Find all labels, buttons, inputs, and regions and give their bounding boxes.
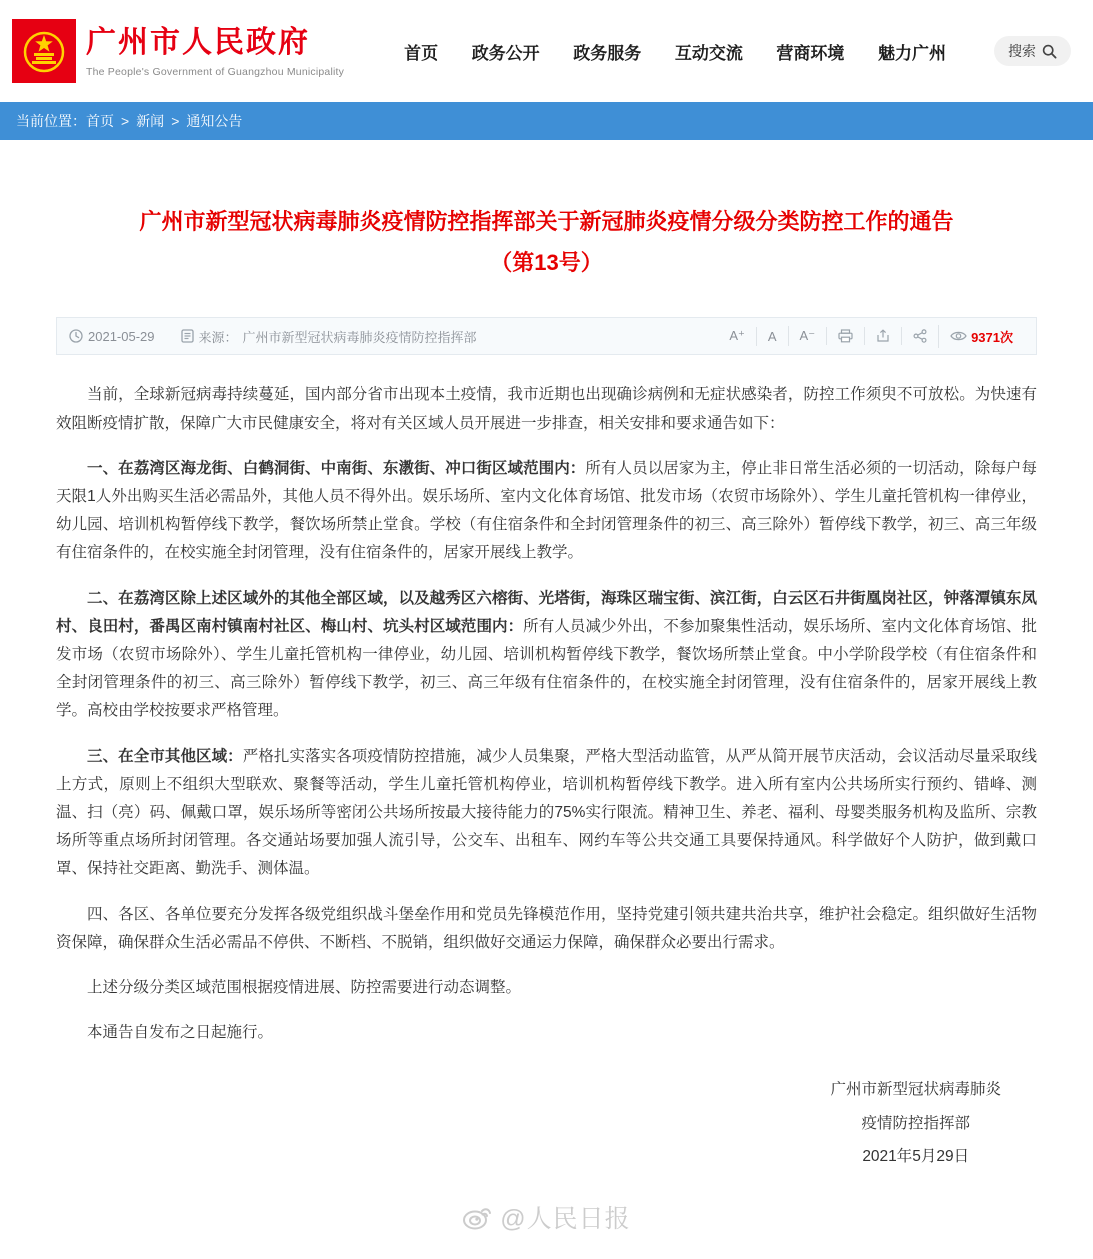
- signature-inner: [830, 1073, 1001, 1173]
- font-default-button[interactable]: A: [756, 327, 788, 346]
- nav-item-business-env[interactable]: 营商环境: [776, 43, 845, 63]
- paragraph-lead: 三、在全市其他区域：: [87, 747, 243, 765]
- breadcrumb: [0, 102, 1093, 140]
- nav-item-gov-services[interactable]: 政务服务: [573, 43, 642, 63]
- view-counter: [938, 325, 1024, 348]
- export-button[interactable]: [864, 327, 901, 345]
- paragraph-text: 上述分级分类区域范围根据疫情进展、防控需要进行动态调整。: [87, 979, 522, 997]
- paragraph-text: 所有人员以居家为主，停止非日常生活必须的一切活动，除每户每天限1人外出购买生活必需品外，其他人员不得外出。娱乐场所、室内文化体育场馆、批发市场（农贸市场除外）、学生儿童托管机构一律停业，幼儿园、培训机构暂停线下教学，餐饮场所禁止堂食。学校（有住宿条件和全封闭管理条件的初三、高三除外）暂停线下教学，初三、高三年级有住宿条件的，在校实施全封闭管理，没有住宿条件的，居家开展线上教学。: [56, 459, 1037, 562]
- signature-line-3: 2021年5月29日: [862, 1148, 970, 1166]
- search-label: 搜索: [1008, 43, 1036, 59]
- printer-icon: [838, 329, 853, 343]
- publish-date-value: 2021-05-29: [88, 328, 155, 344]
- breadcrumb-label: 当前位置：: [16, 113, 86, 129]
- clock-icon: [69, 329, 83, 343]
- article-meta-bar: [56, 317, 1037, 355]
- paragraph: [56, 901, 1037, 957]
- article-meta-left: [69, 327, 477, 346]
- source-value: 广州市新型冠状病毒肺炎疫情防控指挥部: [242, 329, 477, 345]
- article-title-line1: 广州市新型冠状病毒肺炎疫情防控指挥部关于新冠肺炎疫情分级分类防控工作的通告: [139, 209, 954, 234]
- breadcrumb-home[interactable]: 首页: [86, 113, 114, 129]
- publish-date: [69, 329, 155, 344]
- watermark: [56, 1199, 1037, 1235]
- paragraph-lead: 一、在荔湾区海龙街、白鹤洞街、中南街、东漖街、冲口街区域范围内：: [87, 459, 586, 477]
- article-title-line2: （第13号）: [490, 249, 603, 275]
- signature-line-2: 疫情防控指挥部: [861, 1114, 970, 1132]
- search-box[interactable]: [994, 36, 1071, 66]
- article-body: [56, 381, 1037, 1047]
- paragraph-text: 当前，全球新冠病毒持续蔓延，国内部分省市出现本土疫情，我市近期也出现确诊病例和无症状感染者，防控工作须臾不可放松。为快速有效阻断疫情扩散，保障广大市民健康安全，将对有关区域人员开展进一步排查，相关安排和要求通告如下：: [56, 386, 1037, 432]
- site-header: [0, 0, 1093, 102]
- eye-icon: [950, 330, 967, 342]
- paragraph: [56, 381, 1037, 437]
- nav-item-home[interactable]: 首页: [404, 43, 439, 63]
- site-title-block: [86, 24, 344, 78]
- paragraph-text: 严格扎实落实各项疫情防控措施，减少人员集聚，严格大型活动监管，从严从简开展节庆活动，会议活动尽量采取线上方式，原则上不组织大型联欢、聚餐等活动，学生儿童托管机构停业，培训机构暂停线下教学。进入所有室内公共场所实行预约、错峰、测温、扫（亮）码、佩戴口罩，娱乐场所等密闭公共场所按最大接待能力的75%实行限流。精神卫生、养老、福利、母婴类服务机构及监所、宗教场所等重点场所封闭管理。各交通站场要加强人流引导，公交车、出租车、网约车等公共交通工具要保持通风。科学做好个人防护，做到戴口罩、保持社交距离、勤洗手、测体温。: [56, 747, 1037, 878]
- font-decrease-button[interactable]: A⁻: [788, 326, 827, 346]
- nav-item-gov-affairs[interactable]: 政务公开: [471, 43, 540, 63]
- paragraph-text: 所有人员减少外出，不参加聚集性活动，娱乐场所、室内文化体育场馆、批发市场（农贸市场除外）、学生儿童托管机构一律停业，幼儿园、培训机构暂停线下教学，餐饮场所禁止堂食。中小学阶段学校（有住宿条件和全封闭管理条件的初三、高三除外）暂停线下教学，初三、高三年级有住宿条件的，在校实施全封闭管理，没有住宿条件的，居家开展线上教学。高校由学校按要求严格管理。: [56, 617, 1037, 720]
- print-button[interactable]: [826, 327, 864, 345]
- paragraph-lead: 二、在荔湾区除上述区域外的其他全部区域，以及越秀区六榕街、光塔街，海珠区瑞宝街、滨江街，白云区石井街凰岗社区，钟落潭镇东凤村、良田村，番禺区南村镇南村社区、梅山村、坑头村区域范围内：: [56, 589, 1037, 635]
- paragraph: [56, 1019, 1037, 1047]
- national-emblem-icon: [12, 19, 76, 83]
- nav-item-charm-guangzhou[interactable]: 魅力广州: [878, 43, 946, 63]
- site-title: 广州市人民政府: [86, 26, 310, 60]
- paragraph: [56, 585, 1037, 726]
- article: [0, 202, 1093, 1259]
- paragraph: [56, 974, 1037, 1002]
- watermark-text: @人民日报: [500, 1205, 631, 1234]
- source-prefix: 来源：: [198, 329, 238, 345]
- signature-block: [56, 1073, 1001, 1173]
- export-icon: [876, 329, 890, 343]
- share-button[interactable]: [901, 327, 938, 345]
- nav-item-interaction[interactable]: 互动交流: [674, 43, 743, 63]
- paragraph: [56, 743, 1037, 884]
- article-meta-tools: [718, 325, 1024, 348]
- font-increase-button[interactable]: A⁺: [718, 326, 756, 346]
- article-title: [56, 202, 1037, 283]
- site-subtitle: The People's Government of Guangzhou Municipality: [86, 65, 345, 78]
- breadcrumb-notices[interactable]: 通知公告: [186, 113, 243, 129]
- paragraph-text: 四、各区、各单位要充分发挥各级党组织战斗堡垒作用和党员先锋模范作用，坚持党建引领共建共治共享，维护社会稳定。组织做好生活物资保障，确保群众生活必需品不停供、不断档、不脱销，组织做好交通运力保障，确保群众必要出行需求。: [56, 905, 1037, 951]
- breadcrumb-separator: >: [121, 113, 130, 129]
- search-icon[interactable]: [1042, 44, 1057, 59]
- paragraph: [56, 455, 1037, 568]
- breadcrumb-news[interactable]: 新闻: [136, 113, 165, 129]
- view-count-value: 9371次: [971, 329, 1013, 345]
- share-icon: [913, 329, 927, 343]
- breadcrumb-separator: >: [171, 113, 180, 129]
- site-logo[interactable]: [12, 19, 344, 83]
- signature-line-1: 广州市新型冠状病毒肺炎: [830, 1081, 1001, 1099]
- article-source: [181, 327, 477, 346]
- weibo-icon: [462, 1204, 492, 1230]
- document-icon: [181, 329, 194, 343]
- main-nav: [402, 33, 948, 70]
- paragraph-text: 本通告自发布之日起施行。: [87, 1024, 274, 1042]
